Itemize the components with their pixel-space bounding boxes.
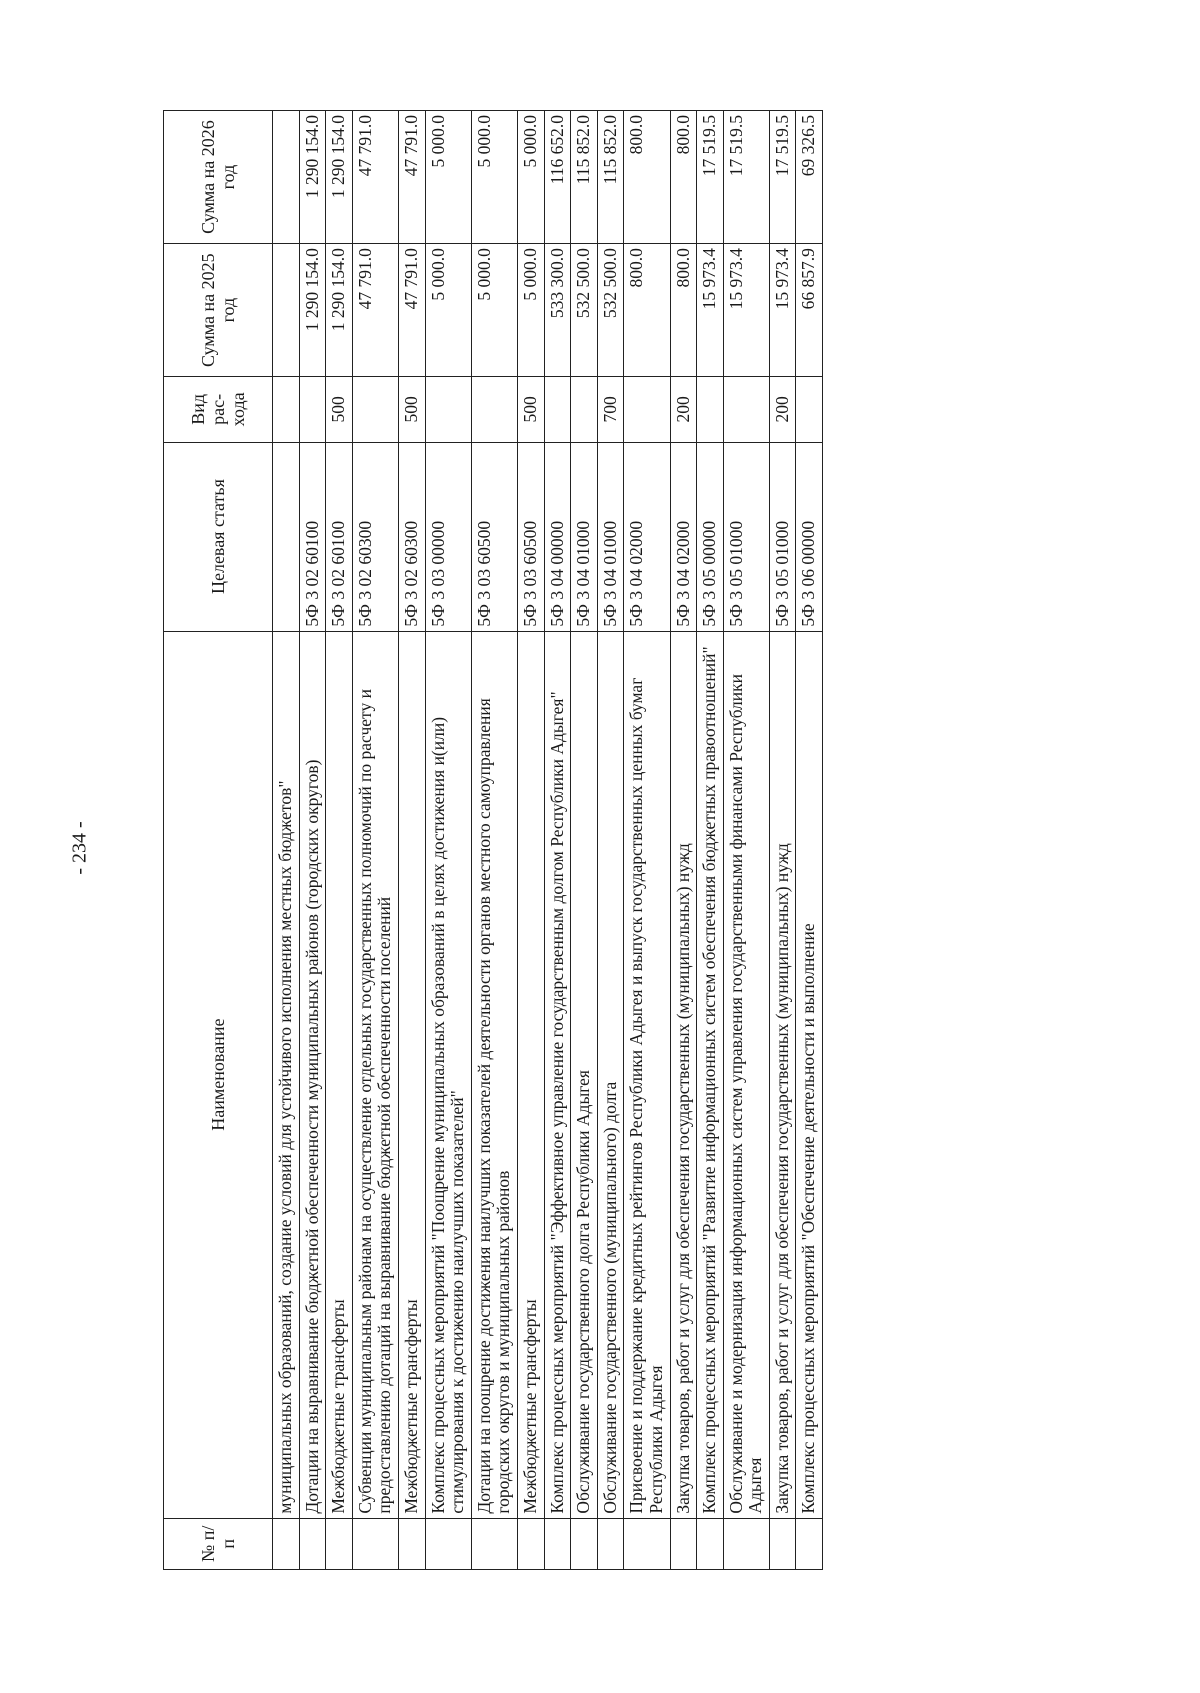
- cell-sum-2025: 1 290 154.0: [326, 244, 353, 377]
- cell-name: Комплекс процессных мероприятий "Развитие информационных систем обеспечения бюджетных правоотношений": [697, 631, 724, 1518]
- header-code: Целевая статья: [164, 442, 273, 631]
- cell-name: Присвоение и поддержание кредитных рейтингов Республики Адыгея и выпуск государственных ценных бумаг Республики Адыгея: [624, 631, 670, 1518]
- cell-name: Комплекс процессных мероприятий "Эффективное управление государственным долгом Республики Адыгея": [544, 631, 571, 1518]
- cell-vid: [624, 377, 670, 442]
- cell-num: [624, 1518, 670, 1569]
- cell-sum-2025: 800.0: [670, 244, 697, 377]
- cell-sum-2026: 17 519.5: [723, 111, 769, 244]
- cell-sum-2026: 800.0: [624, 111, 670, 244]
- cell-vid: [796, 377, 823, 442]
- page-number: - 234 -: [68, 821, 91, 875]
- table-row: [471, 111, 517, 1570]
- cell-code: 5Ф 3 05 00000: [697, 442, 724, 631]
- cell-name: муниципальных образований, создание условий для устойчивого исполнения местных бюджетов": [273, 631, 300, 1518]
- cell-code: 5Ф 3 03 60500: [517, 442, 544, 631]
- cell-name: Закупка товаров, работ и услуг для обеспечения государственных (муниципальных) нужд: [670, 631, 697, 1518]
- cell-name: Закупка товаров, работ и услуг для обеспечения государственных (муниципальных) нужд: [769, 631, 796, 1518]
- cell-vid: 200: [670, 377, 697, 442]
- table-row: [697, 111, 724, 1570]
- table-row: [517, 111, 544, 1570]
- cell-vid: [697, 377, 724, 442]
- cell-num: [352, 1518, 398, 1569]
- cell-sum-2025: 15 973.4: [769, 244, 796, 377]
- table-row: [299, 111, 326, 1570]
- cell-sum-2025: 47 791.0: [352, 244, 398, 377]
- cell-sum-2025: 15 973.4: [723, 244, 769, 377]
- cell-code: 5Ф 3 05 01000: [723, 442, 769, 631]
- cell-num: [471, 1518, 517, 1569]
- cell-sum-2025: 532 500.0: [597, 244, 624, 377]
- cell-sum-2025: 800.0: [624, 244, 670, 377]
- cell-vid: 500: [517, 377, 544, 442]
- table-header-row: [164, 111, 273, 1570]
- cell-sum-2026: 800.0: [670, 111, 697, 244]
- cell-sum-2025: 5 000.0: [425, 244, 471, 377]
- cell-num: [769, 1518, 796, 1569]
- cell-num: [425, 1518, 471, 1569]
- cell-name: Обслуживание государственного долга Республики Адыгея: [571, 631, 598, 1518]
- cell-code: 5Ф 3 03 60500: [471, 442, 517, 631]
- cell-num: [796, 1518, 823, 1569]
- cell-sum-2026: [273, 111, 300, 244]
- cell-sum-2026: 5 000.0: [471, 111, 517, 244]
- cell-vid: 700: [597, 377, 624, 442]
- table-row: [352, 111, 398, 1570]
- cell-vid: 500: [398, 377, 425, 442]
- cell-code: 5Ф 3 02 60300: [352, 442, 398, 631]
- cell-sum-2026: 47 791.0: [352, 111, 398, 244]
- cell-vid: [471, 377, 517, 442]
- cell-code: 5Ф 3 04 00000: [544, 442, 571, 631]
- cell-code: 5Ф 3 02 60300: [398, 442, 425, 631]
- cell-num: [273, 1518, 300, 1569]
- cell-name: Комплекс процессных мероприятий "Поощрение муниципальных образований в целях достижения и(или) стимулирования к достижению наилучших показателей": [425, 631, 471, 1518]
- header-num: № п/п: [164, 1518, 273, 1569]
- table-row: [624, 111, 670, 1570]
- cell-sum-2026: 5 000.0: [425, 111, 471, 244]
- cell-vid: [352, 377, 398, 442]
- table-row: [796, 111, 823, 1570]
- cell-sum-2026: 115 852.0: [571, 111, 598, 244]
- cell-code: 5Ф 3 02 60100: [326, 442, 353, 631]
- cell-code: 5Ф 3 04 02000: [670, 442, 697, 631]
- cell-name: Комплекс процессных мероприятий "Обеспечение деятельности и выполнение: [796, 631, 823, 1518]
- cell-code: 5Ф 3 02 60100: [299, 442, 326, 631]
- header-sum-2026: Сумма на 2026 год: [164, 111, 273, 244]
- table-row: [544, 111, 571, 1570]
- cell-sum-2026: 1 290 154.0: [299, 111, 326, 244]
- cell-num: [326, 1518, 353, 1569]
- cell-sum-2026: 47 791.0: [398, 111, 425, 244]
- table-row: [571, 111, 598, 1570]
- cell-vid: [299, 377, 326, 442]
- cell-sum-2026: 69 326.5: [796, 111, 823, 244]
- cell-code: 5Ф 3 03 00000: [425, 442, 471, 631]
- cell-code: 5Ф 3 05 01000: [769, 442, 796, 631]
- cell-name: Дотации на поощрение достижения наилучших показателей деятельности органов местного самоуправления городских округов и муниципальных районов: [471, 631, 517, 1518]
- table-row: [425, 111, 471, 1570]
- cell-name: Межбюджетные трансферты: [517, 631, 544, 1518]
- cell-num: [670, 1518, 697, 1569]
- table-row: [723, 111, 769, 1570]
- header-vid: Вид рас-хода: [164, 377, 273, 442]
- cell-sum-2025: 533 300.0: [544, 244, 571, 377]
- header-sum-2025: Сумма на 2025 год: [164, 244, 273, 377]
- cell-vid: 500: [326, 377, 353, 442]
- cell-num: [723, 1518, 769, 1569]
- cell-sum-2025: 532 500.0: [571, 244, 598, 377]
- cell-num: [697, 1518, 724, 1569]
- header-name: Наименование: [164, 631, 273, 1518]
- cell-num: [597, 1518, 624, 1569]
- cell-code: [273, 442, 300, 631]
- cell-sum-2025: 1 290 154.0: [299, 244, 326, 377]
- cell-vid: [425, 377, 471, 442]
- cell-sum-2025: [273, 244, 300, 377]
- cell-sum-2026: 17 519.5: [697, 111, 724, 244]
- cell-vid: 200: [769, 377, 796, 442]
- cell-sum-2025: 47 791.0: [398, 244, 425, 377]
- cell-code: 5Ф 3 04 01000: [597, 442, 624, 631]
- table-row: [597, 111, 624, 1570]
- cell-name: Обслуживание и модернизация информационных систем управления государственными финансами Республики Адыгея: [723, 631, 769, 1518]
- table-row: [273, 111, 300, 1570]
- cell-vid: [544, 377, 571, 442]
- table-row: [769, 111, 796, 1570]
- table-row: [326, 111, 353, 1570]
- cell-name: Обслуживание государственного (муниципального) долга: [597, 631, 624, 1518]
- cell-name: Дотации на выравнивание бюджетной обеспеченности муниципальных районов (городских округов): [299, 631, 326, 1518]
- cell-name: Межбюджетные трансферты: [398, 631, 425, 1518]
- table-row: [670, 111, 697, 1570]
- budget-table: [163, 110, 823, 1570]
- cell-name: Межбюджетные трансферты: [326, 631, 353, 1518]
- cell-code: 5Ф 3 04 02000: [624, 442, 670, 631]
- cell-num: [299, 1518, 326, 1569]
- cell-code: 5Ф 3 06 00000: [796, 442, 823, 631]
- cell-num: [544, 1518, 571, 1569]
- table-row: [398, 111, 425, 1570]
- cell-sum-2025: 5 000.0: [517, 244, 544, 377]
- cell-sum-2026: 17 519.5: [769, 111, 796, 244]
- cell-sum-2026: 115 852.0: [597, 111, 624, 244]
- cell-code: 5Ф 3 04 01000: [571, 442, 598, 631]
- cell-sum-2025: 15 973.4: [697, 244, 724, 377]
- cell-sum-2026: 1 290 154.0: [326, 111, 353, 244]
- cell-sum-2025: 66 857.9: [796, 244, 823, 377]
- cell-num: [517, 1518, 544, 1569]
- cell-vid: [273, 377, 300, 442]
- cell-sum-2026: 116 652.0: [544, 111, 571, 244]
- cell-sum-2025: 5 000.0: [471, 244, 517, 377]
- budget-table-sheet: [163, 110, 1123, 1570]
- cell-vid: [723, 377, 769, 442]
- cell-sum-2026: 5 000.0: [517, 111, 544, 244]
- cell-num: [571, 1518, 598, 1569]
- cell-num: [398, 1518, 425, 1569]
- cell-name: Субвенции муниципальным районам на осуществление отдельных государственных полномочий по расчету и предоставлению дотаций на выравнивание бюджетной обеспеченности поселений: [352, 631, 398, 1518]
- cell-vid: [571, 377, 598, 442]
